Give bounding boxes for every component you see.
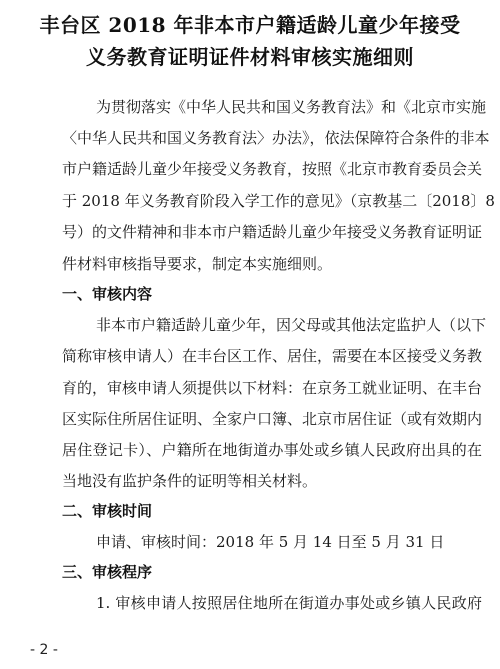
section-1-line: 居住登记卡）、户籍所在地街道办事处或乡镇人民政府出具的在: [62, 441, 482, 459]
intro-line: 〈中华人民共和国义务教育法〉办法》，依法保障符合条件的非本: [62, 129, 490, 147]
document-title-line-2: 义务教育证明证件材料审核实施细则: [86, 45, 414, 69]
section-1-line: 简称审核申请人）在丰台区工作、居住，需要在本区接受义务教: [62, 347, 483, 365]
section-2-heading: 二、审核时间: [62, 502, 153, 520]
intro-line: 于 2018 年义务教育阶段入学工作的意见》（京教基二〔2018〕8: [62, 192, 495, 210]
section-2-line: 申请、审核时间：2018 年 5 月 14 日至 5 月 31 日: [96, 533, 445, 551]
section-1-line: 非本市户籍适龄儿童少年，因父母或其他法定监护人（以下: [96, 316, 487, 334]
intro-line: 为贯彻落实《中华人民共和国义务教育法》和《北京市实施: [96, 98, 487, 116]
section-1-line: 区实际住所居住证明、全家户口簿、北京市居住证（或有效期内: [62, 410, 483, 428]
section-3-heading: 三、审核程序: [62, 563, 153, 581]
section-1-line: 育的，审核申请人须提供以下材料：在京务工就业证明、在丰台: [62, 379, 483, 397]
page-number: - 2 -: [30, 642, 58, 658]
section-1-heading: 一、审核内容: [62, 285, 153, 303]
section-1-line: 当地没有监护条件的证明等相关材料。: [62, 472, 318, 490]
document-title-line-1: 丰台区 2018 年非本市户籍适龄儿童少年接受: [39, 13, 461, 37]
section-3-line: 1. 审核申请人按照居住地所在街道办事处或乡镇人民政府: [96, 594, 482, 612]
intro-line: 号）的文件精神和非本市户籍适龄儿童少年接受义务教育证明证: [62, 223, 483, 241]
intro-line: 市户籍适龄儿童少年接受义务教育，按照《北京市教育委员会关: [62, 160, 483, 178]
intro-line: 件材料审核指导要求，制定本实施细则。: [62, 255, 333, 273]
